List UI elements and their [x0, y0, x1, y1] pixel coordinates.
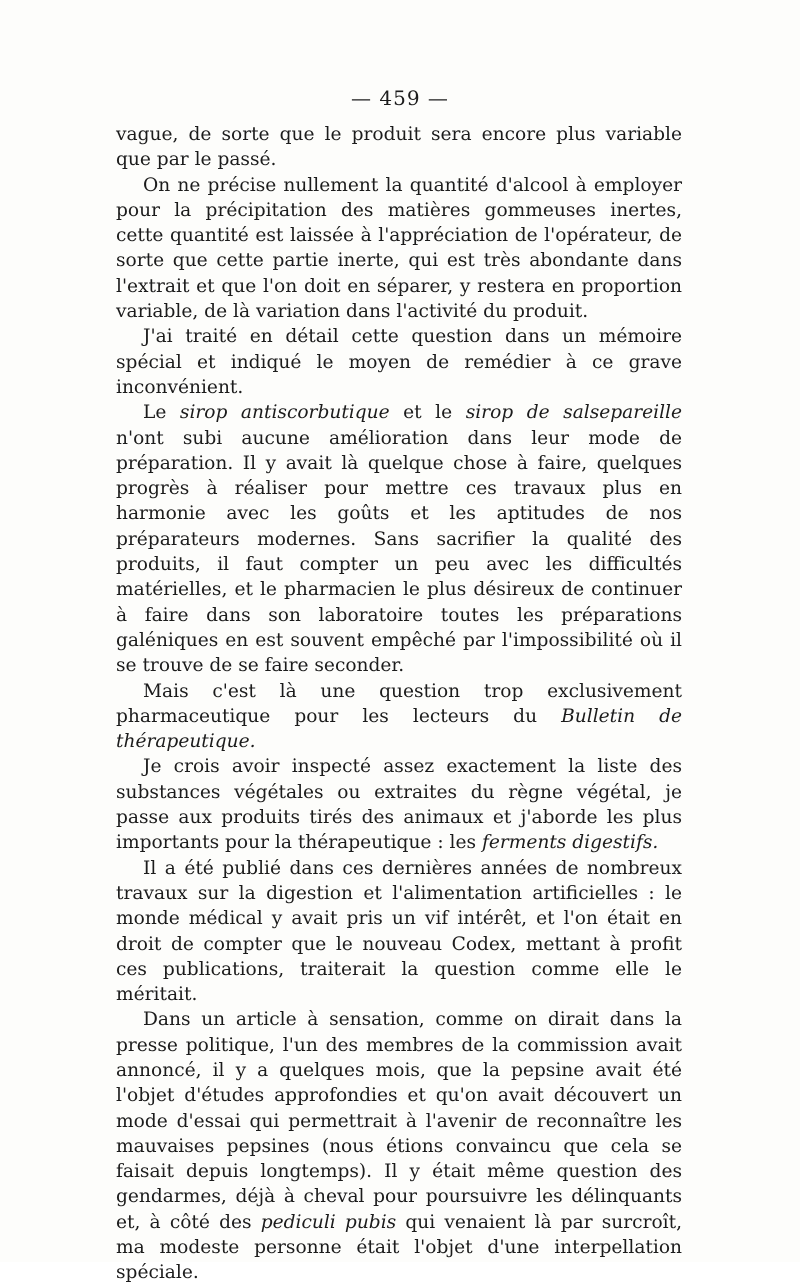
italic-text: sirop antiscorbutique: [179, 402, 390, 424]
text-run: Il a été publié dans ces dernières années de nombreux travaux sur la digestion et l'alimentation artificielles : le monde médical y avait pris un vif intérêt, et l'on était en droit de compter que le nouveau Codex, mettant à profit ces publications, traiterait la question comme elle le méritait.: [116, 857, 682, 1006]
text-run: Dans un article à sensation, comme on dirait dans la presse politique, l'un des membres de la commission avait annoncé, il y a quelques mois, que la pepsine avait été l'objet d'études approfondies et qu'on avait découvert un mode d'essai qui permettrait à l'avenir de reconnaître les mauvaises pepsines (nous étions convaincu que cela se faisait depuis longtemps). Il y était même question des gendarmes, déjà à cheval pour poursuivre les délinquants et, à côté des: [116, 1009, 682, 1233]
paragraph: [116, 1007, 682, 1285]
paragraph: [116, 679, 682, 755]
text-run: qui venaient là par surcroît, ma modeste personne était l'objet d'une interpellation spéciale.: [116, 1211, 682, 1284]
paragraph: [116, 324, 682, 400]
paragraph: [116, 856, 682, 1008]
page-number: — 459 —: [351, 86, 449, 110]
text-run: J'ai traité en détail cette question dans un mémoire spécial et indiqué le moyen de remédier à ce grave inconvénient.: [116, 326, 682, 398]
italic-text: ferments digestifs.: [481, 832, 659, 854]
text-run: vague, de sorte que le produit sera encore plus variable que par le passé.: [116, 124, 682, 171]
italic-text: pediculi pubis: [260, 1211, 397, 1233]
text-run: Le: [143, 402, 180, 424]
text-run: On ne précise nullement la quantité d'alcool à employer pour la précipitation des matières gommeuses inertes, cette quantité est laissée à l'appréciation de l'opérateur, de sorte que cette partie inerte, qui est très abondante dans l'extrait et que l'on doit en séparer, y restera en proportion variable, de là variation dans l'activité du produit.: [116, 174, 682, 323]
text-run: Je crois avoir inspecté assez exactement la liste des substances végétales ou extraites du règne végétal, je passe aux produits tirés des animaux et j'aborde les plus importants pour la thérapeutique : les: [116, 756, 682, 854]
paragraph: [116, 122, 682, 173]
paragraph: [116, 173, 682, 325]
paragraph: [116, 754, 682, 855]
italic-text: sirop de salsepareille: [465, 402, 682, 424]
italic-text: Bulletin de thérapeutique.: [116, 705, 682, 753]
text-run: n'ont subi aucune amélioration dans leur mode de préparation. Il y avait là quelque chose à faire, quelques progrès à réaliser pour mettre ces travaux plus en harmonie avec les goûts et les aptitudes de nos préparateurs modernes. Sans sacrifier la qualité des produits, il faut compter un peu avec les difficultés matérielles, et le pharmacien le plus désireux de continuer à faire dans son laboratoire toutes les préparations galéniques en est souvent empêché par l'impossibilité où il se trouve de se faire seconder.: [116, 427, 682, 677]
paragraph: [116, 400, 682, 678]
body-text: [116, 122, 682, 1286]
text-run: et le: [389, 402, 466, 424]
text-run: Mais c'est là une question trop exclusivement pharmaceutique pour les lecteurs du: [116, 680, 682, 727]
